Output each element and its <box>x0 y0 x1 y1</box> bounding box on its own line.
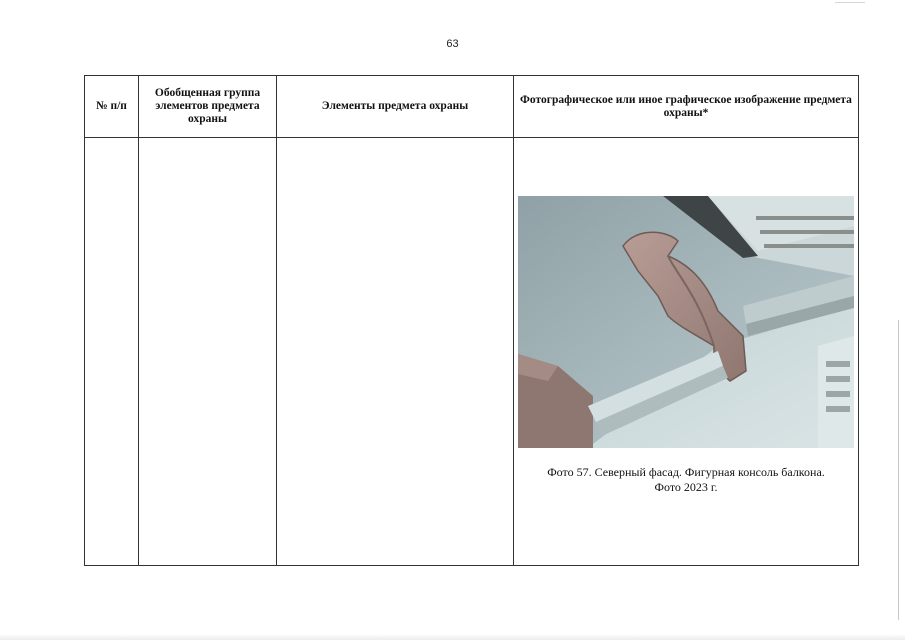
protection-table <box>84 75 859 566</box>
cell-photo <box>514 138 859 566</box>
scan-edge <box>898 320 899 620</box>
cell-group <box>139 138 277 566</box>
page-number: 63 <box>446 38 459 50</box>
cell-elements <box>277 138 514 566</box>
table-row <box>85 138 859 566</box>
header-elements: Элементы предмета охраны <box>277 76 514 138</box>
caption-line-2: Фото 2023 г. <box>654 480 718 494</box>
scan-shadow <box>0 634 905 640</box>
header-number: № п/п <box>85 76 139 138</box>
scan-mark <box>835 2 865 3</box>
header-group: Обобщенная группа элементов предмета охраны <box>139 76 277 138</box>
cell-number <box>85 138 139 566</box>
header-photo: Фотографическое или иное графическое изображение предмета охраны* <box>514 76 859 138</box>
photo-caption <box>514 465 858 495</box>
caption-line-1: Фото 57. Северный фасад. Фигурная консоль балкона. <box>547 465 825 479</box>
photo-balcony-console <box>518 196 854 448</box>
table-header-row <box>85 76 859 138</box>
